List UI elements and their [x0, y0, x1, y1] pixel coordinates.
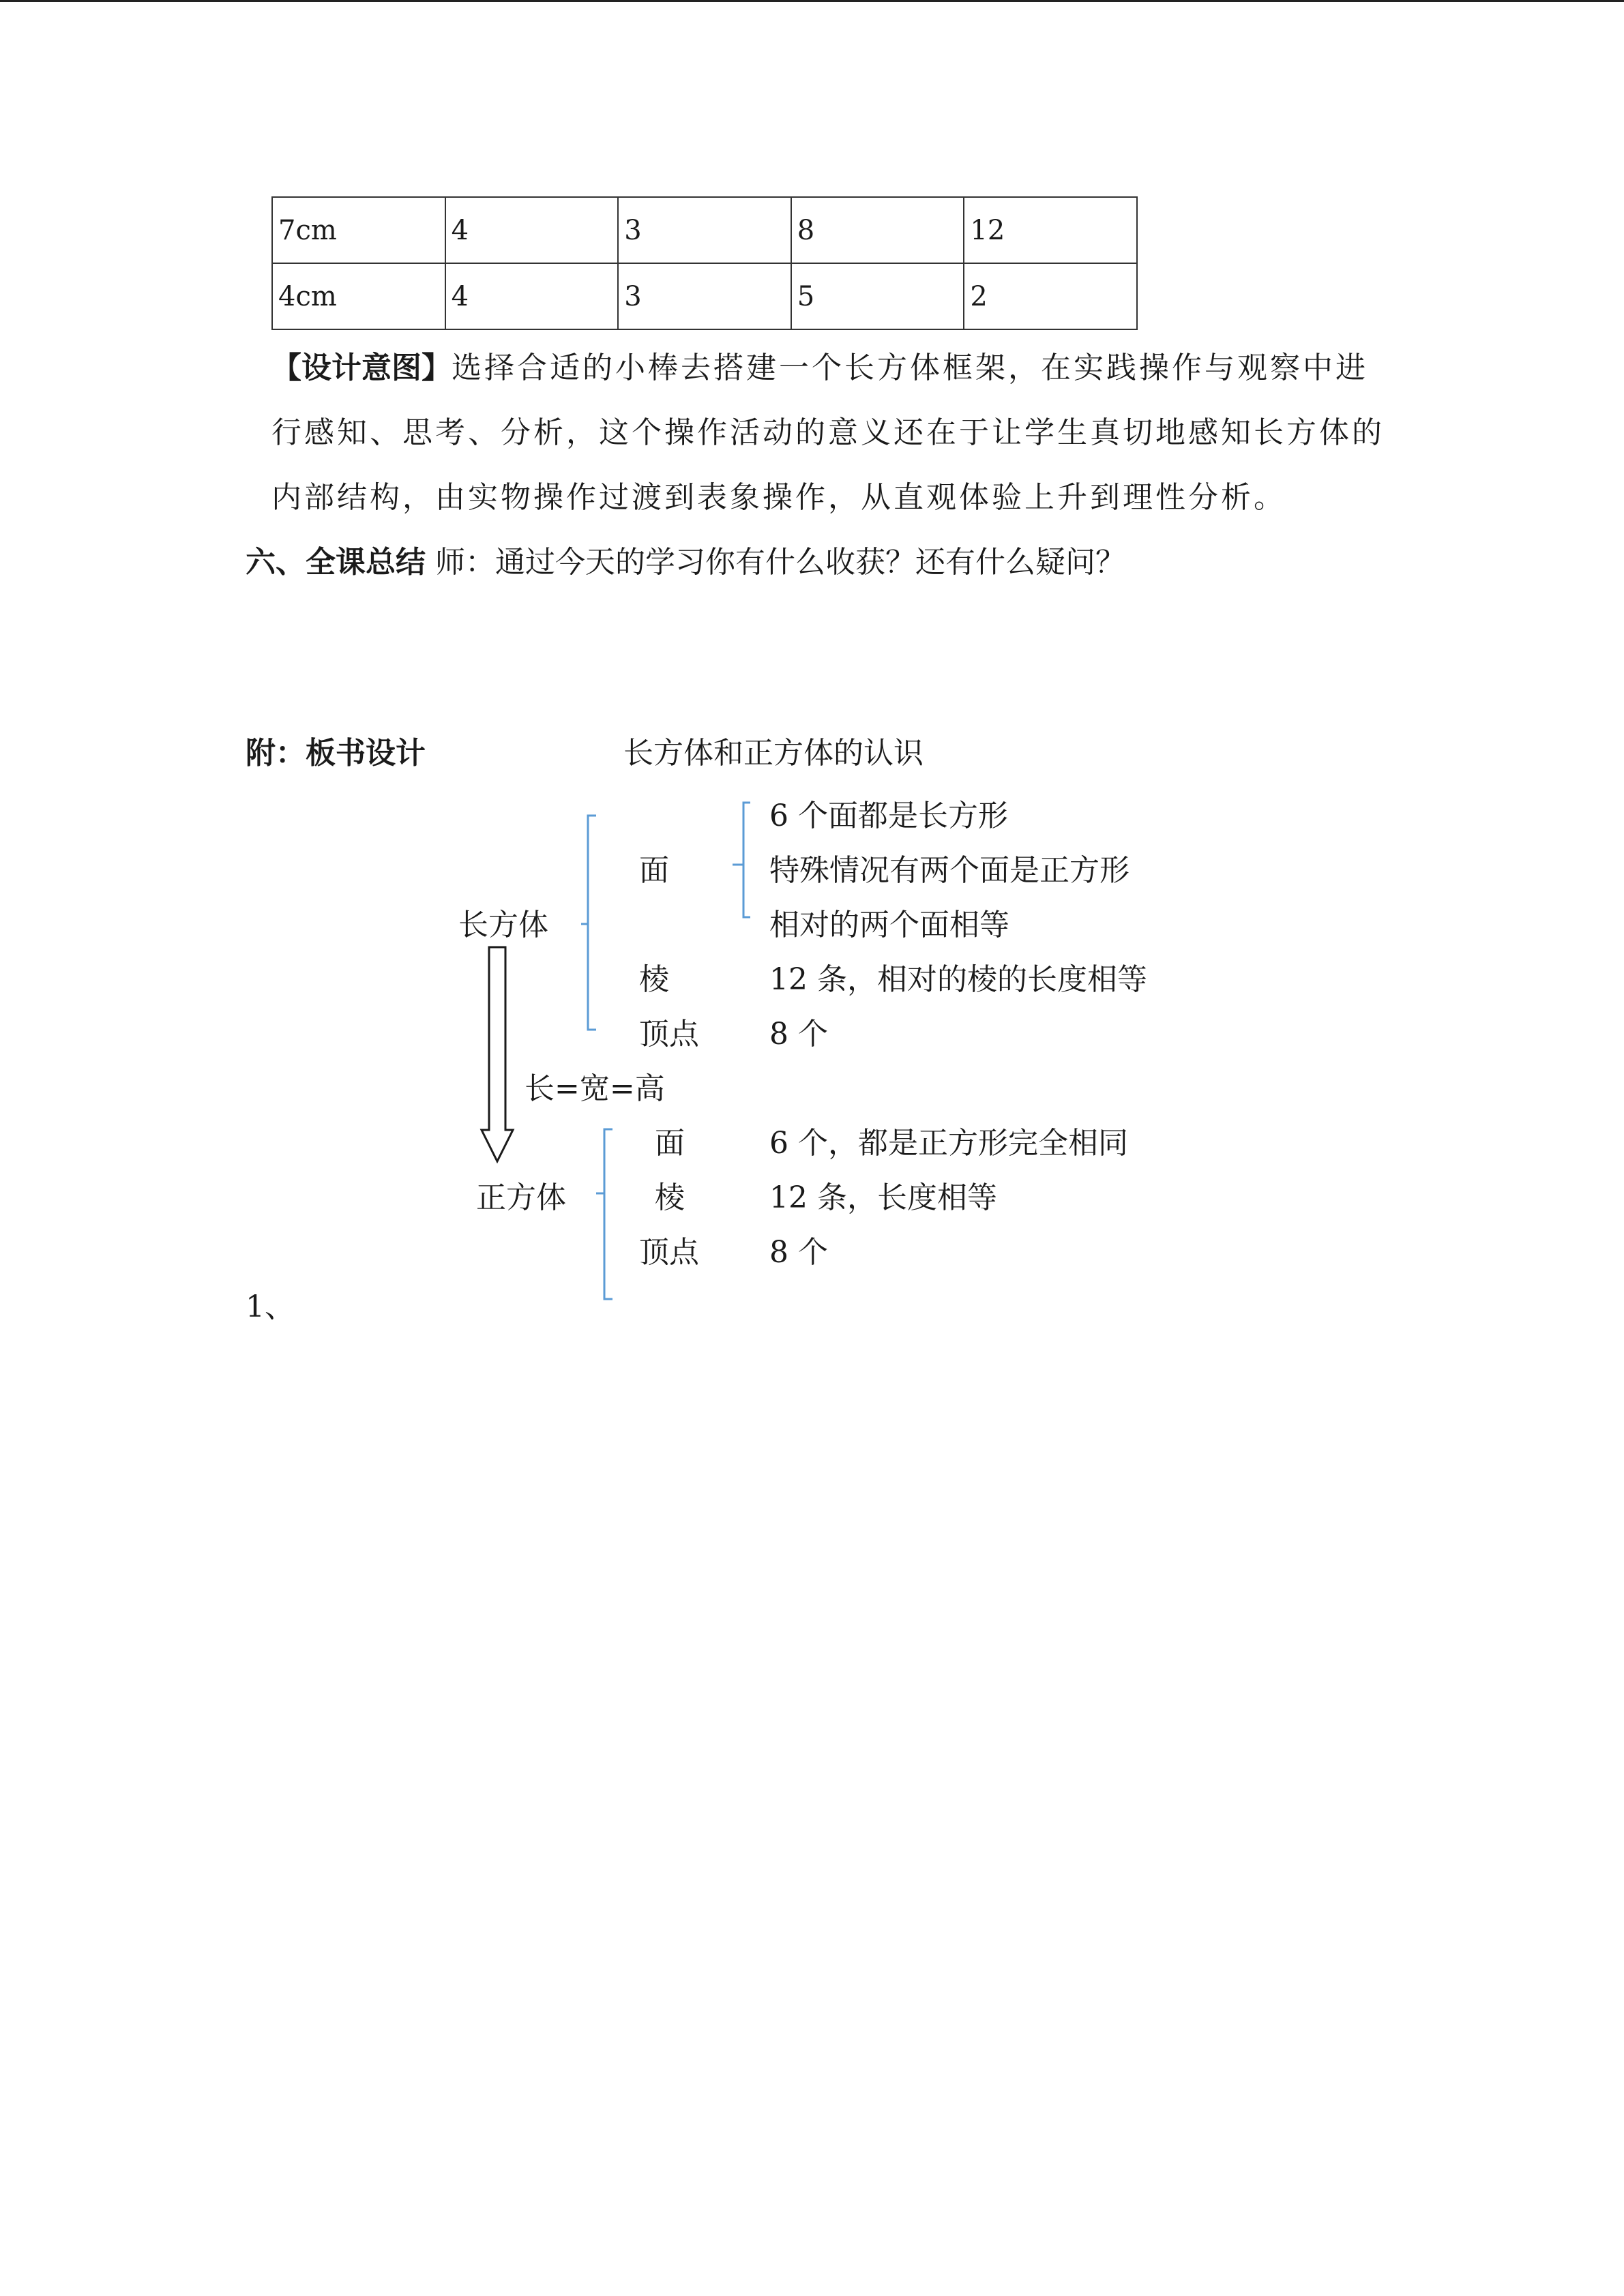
cuboid-face-item: 6 个面都是长方形: [769, 799, 1008, 833]
table-cell: 4cm: [272, 263, 445, 329]
table-cell: 4: [445, 197, 619, 263]
cube-name: 正方体: [476, 1180, 566, 1215]
design-intent-label: 【设计意图】: [271, 351, 452, 385]
table-cell: 12: [964, 197, 1137, 263]
cube-edge-text: 12 条，长度相等: [769, 1180, 997, 1215]
table-cell: 5: [791, 263, 964, 329]
cube-face-label: 面: [655, 1126, 685, 1161]
design-intent-text: 选择合适的小棒去搭建一个长方体框架，在实践操作与观察中进: [452, 351, 1368, 385]
cuboid-edge-text: 12 条，相对的棱的长度相等: [769, 962, 1147, 997]
design-intent-line-2: 行感知、思考、分析，这个操作活动的意义还在于让学生真切地感知长方体的: [271, 415, 1385, 450]
board-title: 长方体和正方体的认识: [623, 736, 924, 771]
list-item-number: 1、: [246, 1289, 295, 1324]
cuboid-face-item: 相对的两个面相等: [769, 908, 1009, 942]
table-cell: 8: [791, 197, 964, 263]
summary-text: 师：通过今天的学习你有什么收获？还有什么疑问？: [435, 545, 1125, 580]
table-cell: 4: [445, 263, 619, 329]
summary-heading: 六、全课总结: [246, 545, 426, 580]
table-cell: 3: [618, 197, 791, 263]
board-label: 附：板书设计: [246, 736, 426, 771]
table-cell: 2: [964, 263, 1137, 329]
table-cell: 7cm: [272, 197, 445, 263]
cuboid-name: 长方体: [458, 908, 548, 942]
cuboid-bracket: [581, 816, 596, 1030]
cube-vertex-label: 顶点: [639, 1235, 699, 1270]
down-arrow-icon: [482, 947, 513, 1161]
cube-face-text: 6 个，都是正方形完全相同: [769, 1126, 1128, 1161]
cube-bracket: [596, 1129, 612, 1299]
cube-vertex-text: 8 个: [769, 1235, 828, 1270]
cube-edge-label: 棱: [655, 1180, 685, 1215]
cuboid-vertex-label: 顶点: [639, 1017, 699, 1052]
cuboid-face-item: 特殊情况有两个面是正方形: [769, 853, 1130, 888]
cuboid-vertex-text: 8 个: [769, 1017, 828, 1052]
cuboid-edge-label: 棱: [639, 962, 669, 997]
table-cell: 3: [618, 263, 791, 329]
design-intent-line-3: 内部结构，由实物操作过渡到表象操作，从直观体验上升到理性分析。: [271, 480, 1286, 515]
face-bracket: [733, 803, 750, 917]
cube-condition: 长=宽=高: [525, 1071, 665, 1106]
cuboid-face-label: 面: [639, 853, 669, 888]
